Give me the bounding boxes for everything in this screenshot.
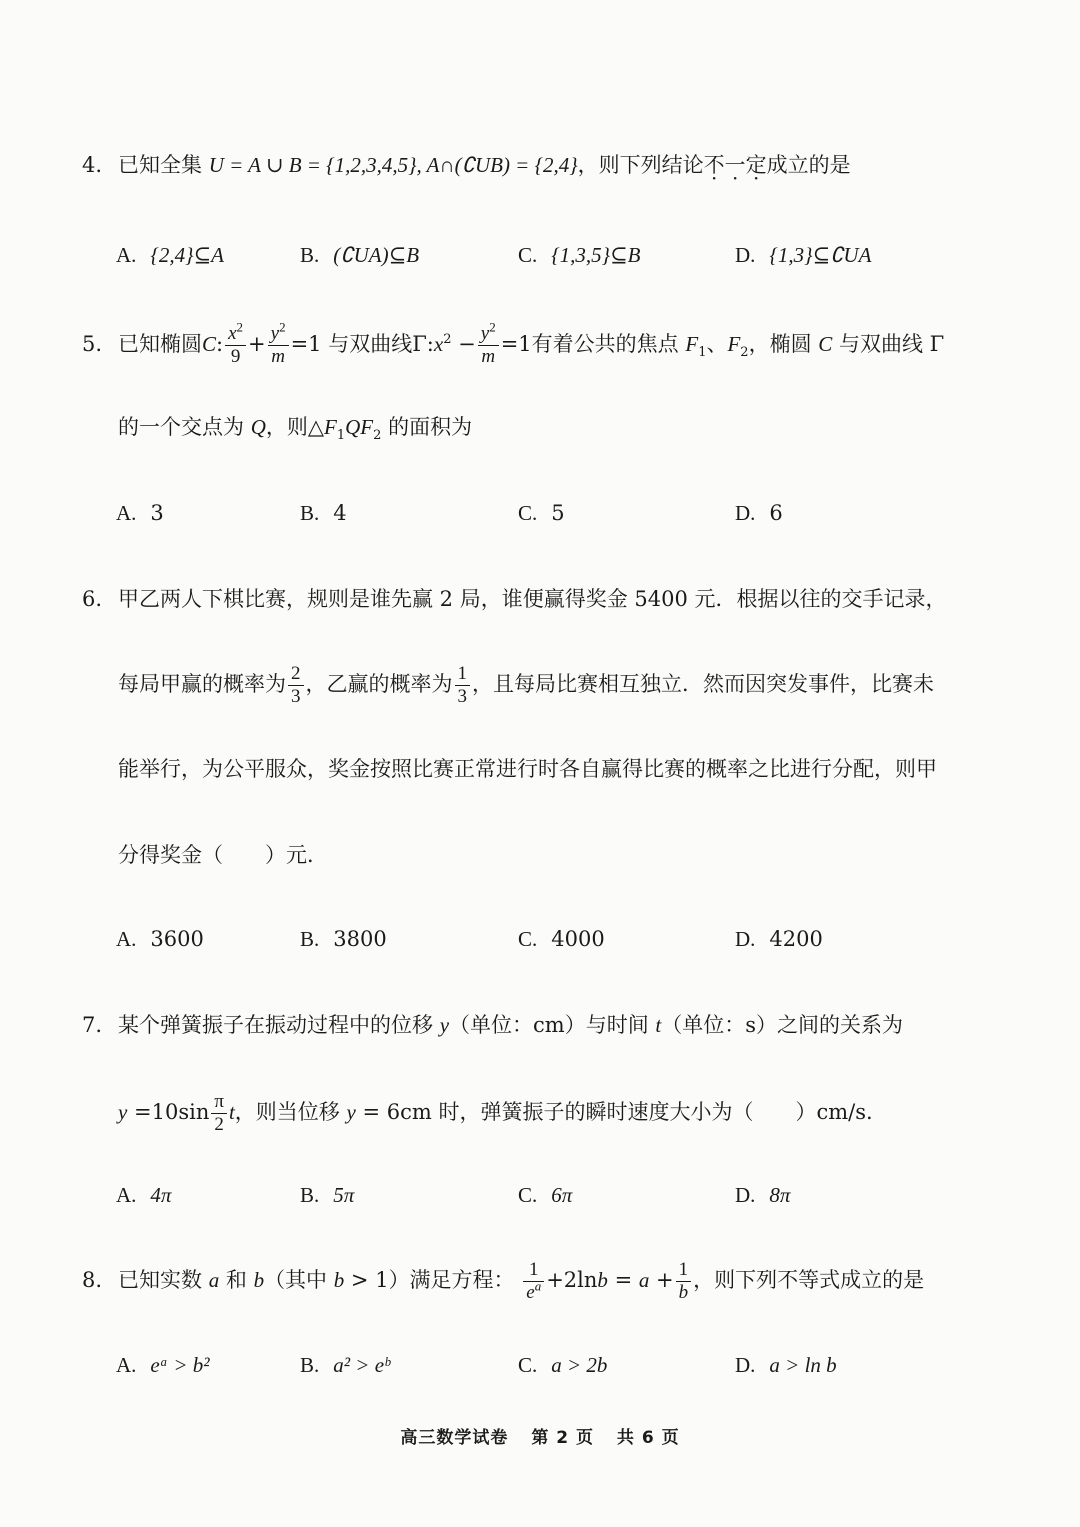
- emphasis-char: 定: [745, 153, 767, 177]
- footer-title: 高三数学试卷: [400, 1428, 509, 1448]
- option-c[interactable]: C. {1,3,5}⊆B: [518, 243, 641, 267]
- question-number: 5.: [82, 332, 103, 356]
- exam-page: 4. 已知全集 U = A ∪ B = {1,2,3,4,5}, A∩(∁UB) = {2,4}，则下列结论不一定成立的是 A. {2,4}⊆A B. (∁UA)⊆B C. {1,3,5}⊆B D. {1,3}⊆∁UA 5. 已知椭圆C: $\frac{x^2}{9}$ + $\frac{y^2}{m}$ =1 与双曲线$\Gamma:x^2$ − $\frac{y^2}{m}$ =1有着公共的焦点 $F_1$、$F_2$，椭圆 C 与双曲线 Γ 的一个交点为 Q，则$\triangle F_1QF_2$ 的面积为 A. 3 B. 4 C. 5 D. 6 6. 甲乙两人下棋比赛，规则是谁先赢 2 局，谁便赢得奖金 5400 元．根据以往的交手记录， 每局甲赢的概率为 $\frac{2}{3}$ ，乙赢的概率为 $\frac{1}{3}$ ，且每局比赛相互独立．然而因突发事件，比赛未 能举行，为公平服众，奖金按照比赛正常进行时各自赢得比赛的概率之比进行分配，则甲 分得奖金（ ）元． A. 3600 B. 3800 C. 4000 D. 4200 7. 某个弹簧振子在振动过程中的位移 y（单位：cm）与时间 t（单位：s）之间的关系为 y =10sin $\frac{\pi}{2}$ t，则当位移 y = 6cm 时，弹簧振子的瞬时速度大小为（ ）cm/s. A. 4π B. 5π C. 6π D. 8π 8. 已知实数 a 和 b（其中 b > 1）满足方程： $\frac{1}{e^a}$ +2lnb = a + $\frac{1}{b}$ ，则下列不等式成立的是 A. eᵃ > b² B. a² > eᵇ C. a > 2b D. a > ln b 高三数学试卷 第 2 页 共 6 页: [0, 0, 1080, 1527]
- question-stem: 已知椭圆C: $\frac{x^2}{9}$ + $\frac{y^2}{m}$ =1 与双曲线$\Gamma:x^2$ − $\frac{y^2}{m}$ =1有着公共的焦点 $F_1$、$F_2$，椭圆 C 与双曲线 Γ: [118, 319, 945, 367]
- option-b[interactable]: B. (∁UA)⊆B: [300, 243, 420, 267]
- option-a[interactable]: A. 3: [116, 501, 164, 525]
- option-b[interactable]: B. 3800: [300, 927, 387, 951]
- emphasis-char: 一: [724, 153, 746, 177]
- question-number: 8.: [82, 1268, 103, 1292]
- option-c[interactable]: C. 5: [518, 501, 565, 525]
- option-d[interactable]: D. 8π: [735, 1183, 791, 1207]
- stem-text: 已知全集: [118, 153, 202, 177]
- stem-text: ，则下列结论: [577, 153, 704, 177]
- question-number: 4.: [82, 153, 103, 177]
- question-stem: 某个弹簧振子在振动过程中的位移 y（单位：cm）与时间 t（单位：s）之间的关系为: [118, 1013, 904, 1037]
- emphasis-char: 不: [703, 153, 725, 177]
- option-d[interactable]: D. a > ln b: [735, 1353, 837, 1377]
- question-stem: [118, 150, 851, 180]
- option-b[interactable]: B. 4: [300, 501, 347, 525]
- question-stem: 甲乙两人下棋比赛，规则是谁先赢 2 局，谁便赢得奖金 5400 元．根据以往的交手记录，: [118, 587, 947, 611]
- option-c[interactable]: C. 4000: [518, 927, 605, 951]
- option-a[interactable]: A. eᵃ > b²: [116, 1353, 210, 1377]
- option-b[interactable]: B. a² > eᵇ: [300, 1353, 390, 1377]
- stem-text: 成立的是: [766, 153, 851, 177]
- emphasis-text: [704, 153, 767, 177]
- option-c[interactable]: C. a > 2b: [518, 1353, 608, 1377]
- question-number: 7.: [82, 1013, 103, 1037]
- option-c[interactable]: C. 6π: [518, 1183, 573, 1207]
- question-number: 6.: [82, 587, 103, 611]
- footer-page: 第 2 页: [531, 1428, 594, 1448]
- option-b[interactable]: B. 5π: [300, 1183, 355, 1207]
- option-d[interactable]: D. {1,3}⊆∁UA: [735, 243, 872, 267]
- option-a[interactable]: A. 4π: [116, 1183, 172, 1207]
- option-a[interactable]: A. {2,4}⊆A: [116, 243, 224, 267]
- option-a[interactable]: A. 3600: [116, 927, 204, 951]
- option-d[interactable]: D. 4200: [735, 927, 823, 951]
- option-d[interactable]: D. 6: [735, 501, 783, 525]
- footer-total: 共 6 页: [616, 1428, 680, 1448]
- stem-math: U = A ∪ B = {1,2,3,4,5}, A∩(∁UB) = {2,4}: [208, 153, 578, 177]
- question-stem: 已知实数 a 和 b（其中 b > 1）满足方程： $\frac{1}{e^a}$ +2lnb = a + $\frac{1}{b}$ ，则下列不等式成立的是: [118, 1259, 925, 1303]
- page-footer: [0, 1423, 1080, 1448]
